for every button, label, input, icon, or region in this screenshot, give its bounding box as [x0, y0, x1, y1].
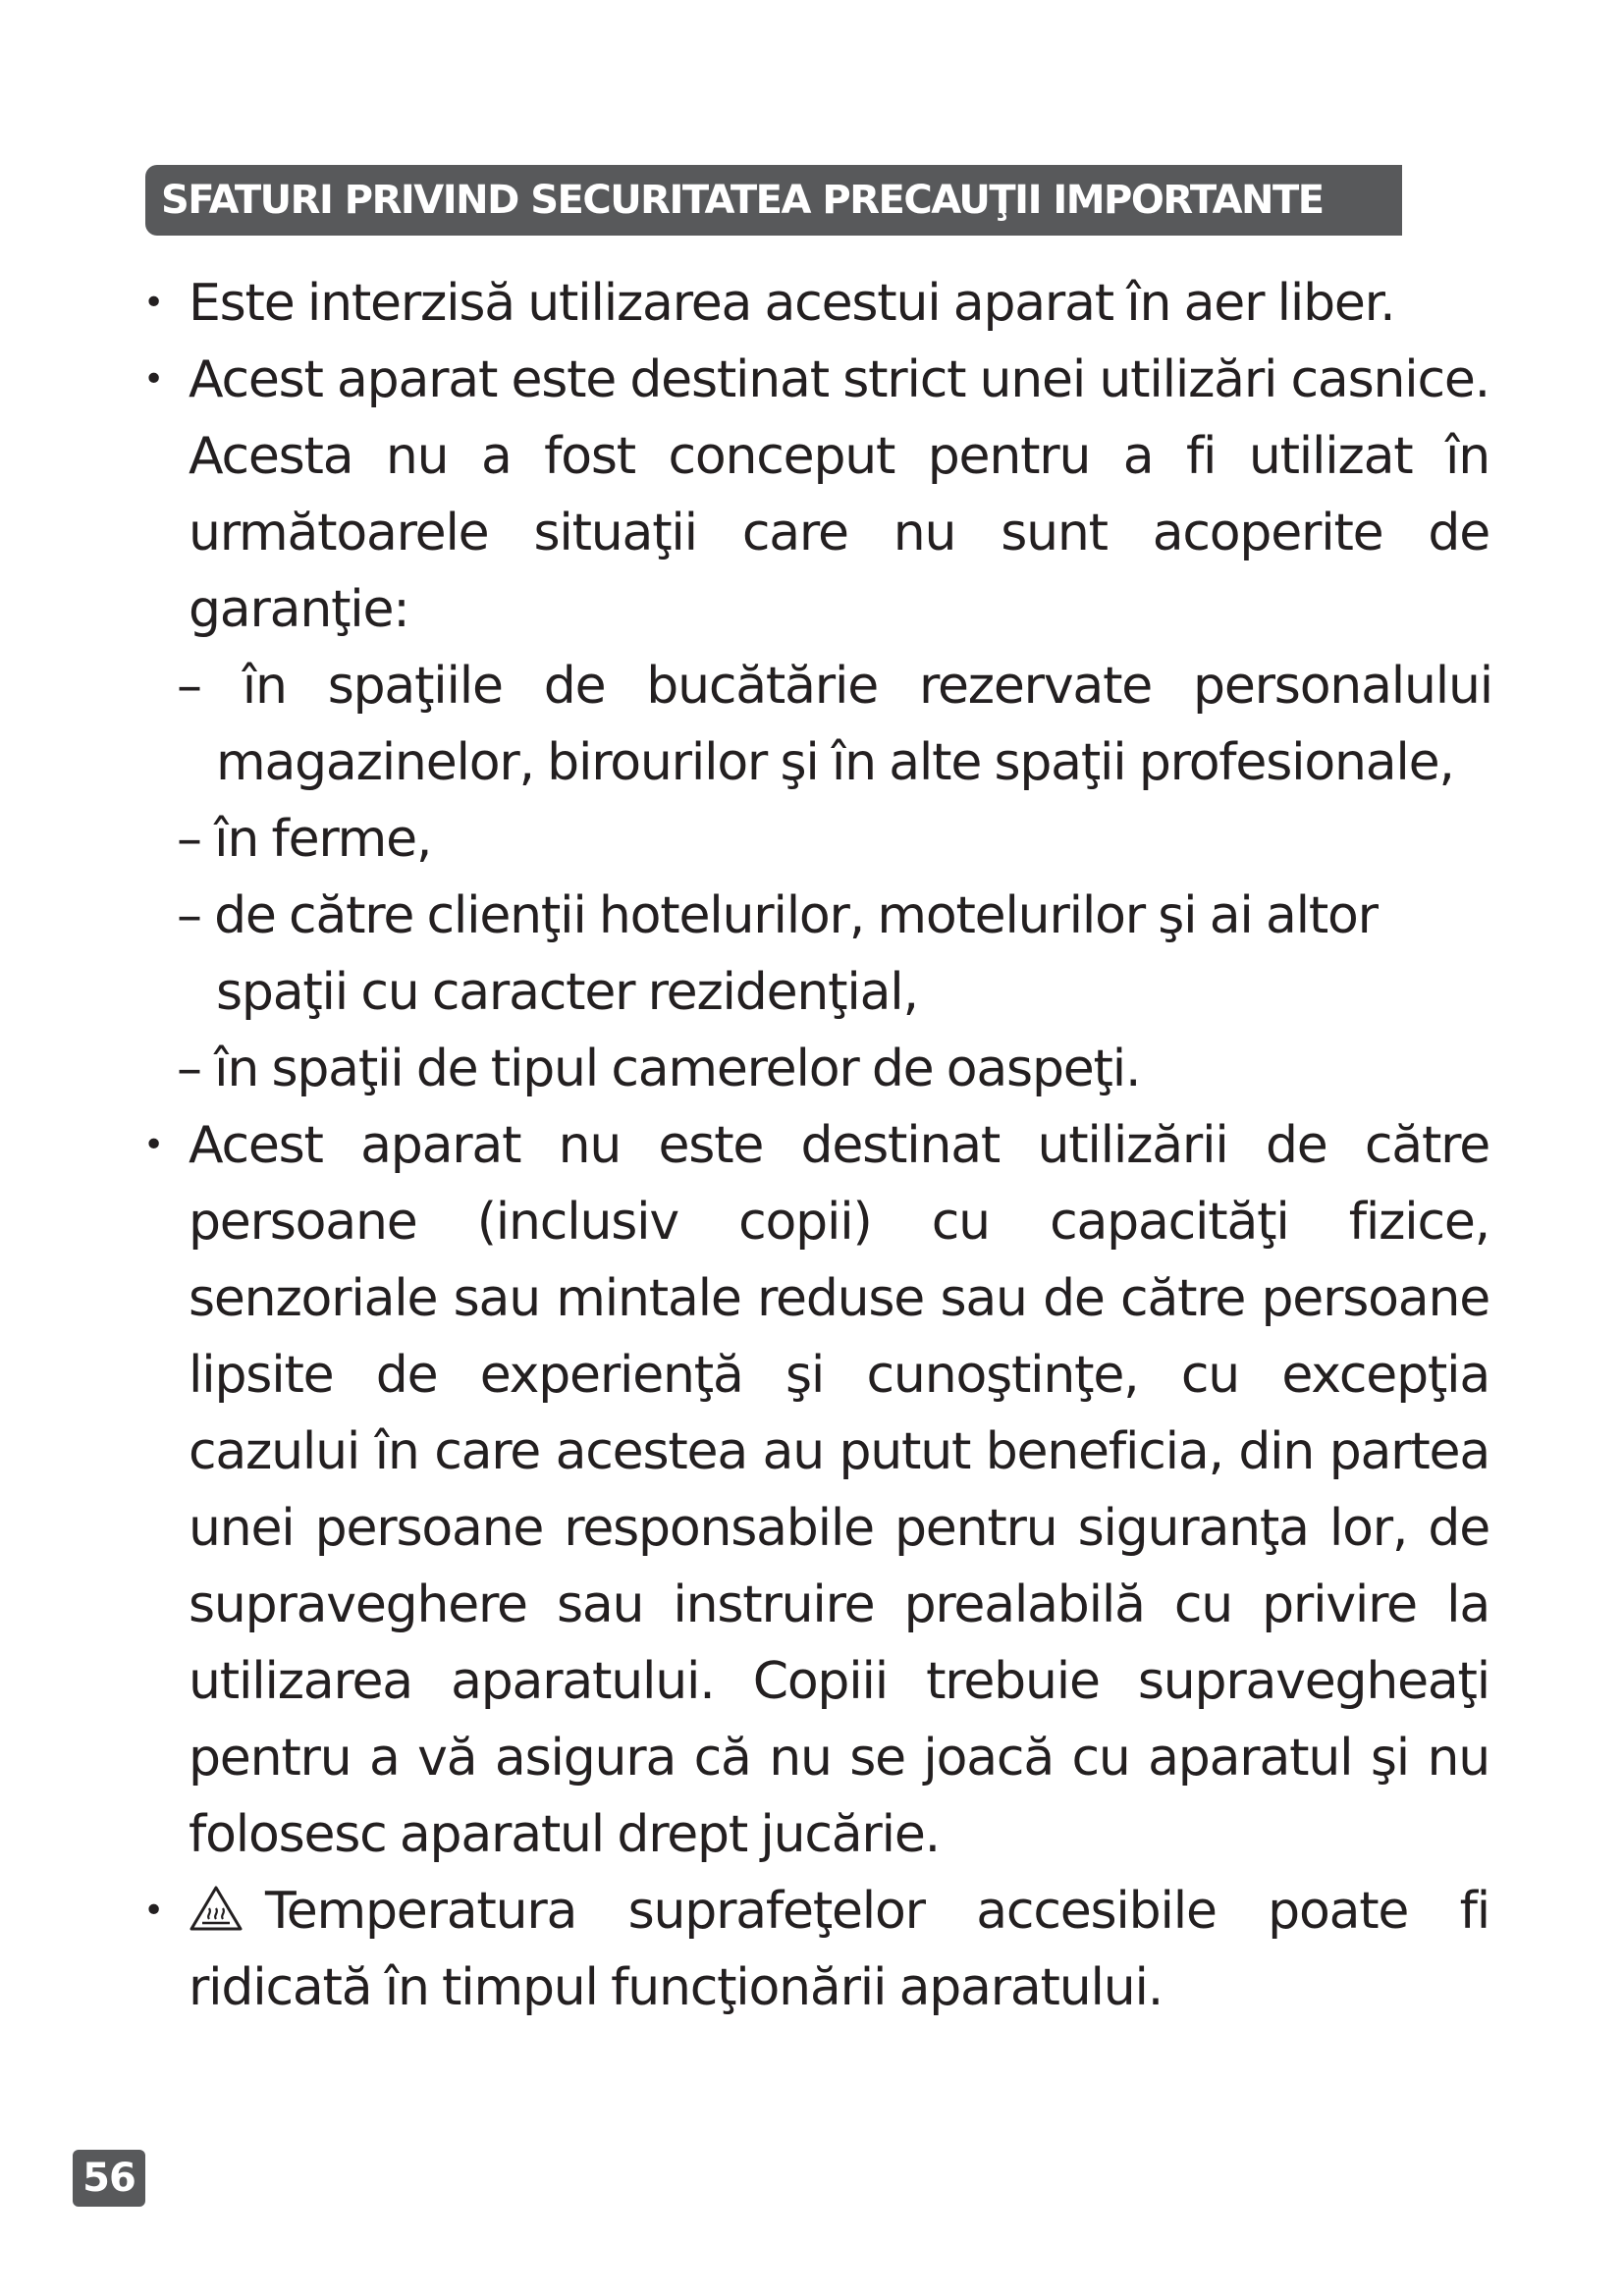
list-item-warning-text [189, 1873, 1489, 2026]
list-item [137, 1873, 1492, 2026]
bullet-icon: • [143, 1125, 165, 1165]
bullet-icon: • [143, 359, 165, 400]
section-header [145, 165, 1402, 236]
safety-list [137, 265, 1492, 2026]
list-item [137, 1107, 1492, 1873]
warning-text: Temperatura suprafeţelor accesibile poate fi ridicată în timpul funcţionării aparatului. [189, 1882, 1489, 2017]
sub-list-item: – de către clienţii hotelurilor, motelurilor şi ai altor spaţii cu caracter rezidenţial, [177, 886, 1378, 1022]
list-item [137, 342, 1492, 648]
sub-list [177, 648, 1492, 1107]
hot-surface-warning-icon [189, 1885, 244, 1932]
section-header-title: SFATURI PRIVIND SECURITATEA PRECAUŢII IMPORTANTE [161, 178, 1324, 223]
list-item-text: Acest aparat nu este destinat utilizării de către persoane (inclusiv copii) cu capacităţi fizice, senzoriale sau mintale reduse sau de către persoane lipsite de experienţă şi cunoştinţe, cu excepţia cazului în care acestea au putut beneficia, din partea unei persoane responsabile pentru siguranţa lor, de supraveghere sau instruire prealabilă cu privire la utilizarea aparatului. Copiii trebuie supravegheaţi pentru a vă asigura că nu se joacă cu aparatul şi nu folosesc aparatul drept jucărie. [189, 1116, 1489, 1864]
sub-list-item: – în spaţii de tipul camerelor de oaspeţi. [177, 1040, 1141, 1098]
list-item-text: Acest aparat este destinat strict unei utilizări casnice. Acesta nu a fost conceput pentru a fi utilizat în următoarele situaţii care nu sunt acoperite de garanţie: [189, 350, 1489, 639]
list-item-text: Este interzisă utilizarea acestui aparat în aer liber. [189, 274, 1395, 333]
sub-list-item: – în ferme, [177, 810, 432, 869]
page-number: 56 [73, 2150, 145, 2207]
list-item [137, 265, 1492, 342]
sub-list-item: – în spaţiile de bucătărie rezervate personalului magazinelor, birourilor şi în alte spaţii profesionale, [177, 657, 1492, 792]
bullet-icon: • [143, 1891, 165, 1931]
bullet-icon: • [143, 283, 165, 323]
